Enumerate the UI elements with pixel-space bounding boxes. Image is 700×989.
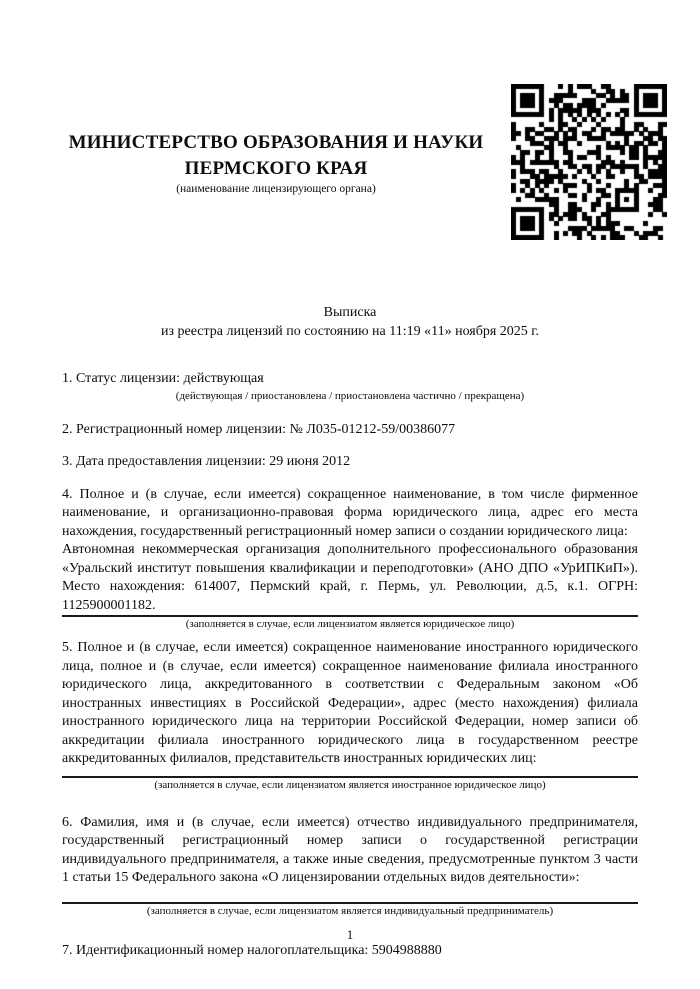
foreign-entity-label: 5. Полное и (в случае, если имеется) сокращенное наименование иностранного юридического лица, полное и (в случае, если имеется) сокращенное наименование филиала иностранного юридического лица, аккредитованного в соответствии с Федеральным законом «Об иностранных инвестициях в Российской Федерации», адрес (место нахождения) филиала иностранного юридического лица на территории Российской Федерации, номер записи об аккредитации филиала иностранного юридического лица в государственном реестре аккредитованных филиалов, представительств иностранных юридических лиц: bbox=[62, 640, 638, 766]
title-line1: Выписка bbox=[323, 305, 377, 320]
item-taxpayer-number bbox=[62, 942, 638, 961]
entrepreneur-caption: (заполняется в случае, если лицензиатом является индивидуальный предприниматель) bbox=[146, 904, 554, 917]
registration-number-text: 2. Регистрационный номер лицензии: № Л035-01212-59/00386077 bbox=[62, 421, 456, 437]
authority-caption: (наименование лицензирующего органа) bbox=[176, 183, 376, 195]
legal-entity-label: 4. Полное и (в случае, если имеется) сокращенное наименование, в том числе фирменное наименование, и организационно-правовая форма юридического лица, адрес его места нахождения, государственный регистрационный номер записи о создании юридического лица: bbox=[62, 486, 638, 539]
item-individual-entrepreneur bbox=[62, 814, 638, 919]
page-number: 1 bbox=[346, 927, 354, 942]
ministry-name-line2: ПЕРМСКОГО КРАЯ bbox=[184, 158, 368, 179]
legal-entity-caption: (заполняется в случае, если лицензиатом является юридическое лицо) bbox=[185, 618, 515, 630]
licensing-authority-header bbox=[62, 130, 490, 197]
foreign-entity-caption: (заполняется в случае, если лицензиатом является иностранное юридическое лицо) bbox=[154, 778, 546, 791]
ministry-name-line1: МИНИСТЕРСТВО ОБРАЗОВАНИЯ И НАУКИ bbox=[68, 132, 484, 153]
item-registration-number bbox=[62, 421, 638, 440]
qr-code bbox=[511, 84, 667, 240]
license-status-options-caption: (действующая / приостановлена / приостановлена частично / прекращена) bbox=[175, 389, 525, 402]
item-legal-entity bbox=[62, 486, 638, 633]
item-foreign-entity bbox=[62, 639, 638, 793]
item-grant-date bbox=[62, 453, 638, 472]
entrepreneur-label: 6. Фамилия, имя и (в случае, если имеется) отчество индивидуального предпринимателя, государственный регистрационный номер записи о государственной регистрации индивидуального предпринимателя, а также иные сведения, предусмотренные пунктом 3 части 1 статьи 15 Федерального закона «О лицензировании отдельных видов деятельности»: bbox=[62, 814, 638, 885]
grant-date-text: 3. Дата предоставления лицензии: 29 июня 2012 bbox=[62, 454, 351, 469]
taxpayer-number-text: 7. Идентификационный номер налогоплательщика: 5904988880 bbox=[62, 942, 442, 958]
document-title bbox=[62, 304, 638, 341]
title-line2: из реестра лицензий по состоянию на 11:19 «11» ноября 2025 г. bbox=[161, 323, 539, 339]
legal-entity-value: Автономная некоммерческая организация дополнительного профессионального образования «Уральский институт повышения квалификации и переподготовки» (АНО ДПО «УрИПКиП»). Место нахождения: 614007, Пермский край, г. Пермь, ул. Революции, д.5, к.1. ОГРН: 1125900001182. bbox=[62, 542, 638, 613]
item-license-status bbox=[62, 370, 638, 404]
license-status-text: 1. Статус лицензии: действующая bbox=[62, 371, 264, 386]
